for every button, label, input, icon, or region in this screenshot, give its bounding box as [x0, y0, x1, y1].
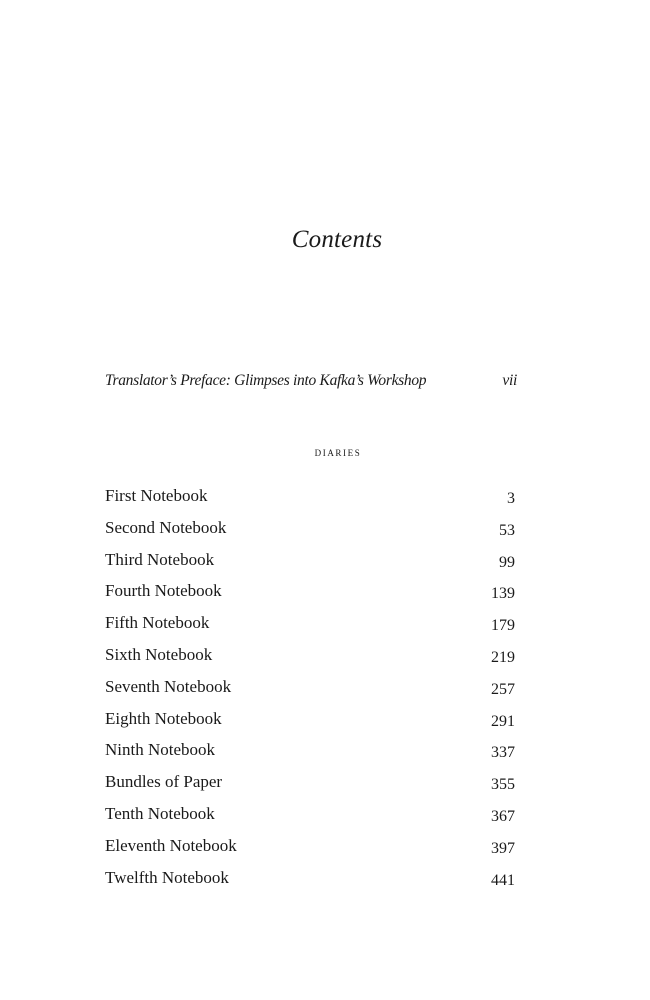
toc-entry-page: 139: [491, 585, 515, 603]
contents-title: [0, 226, 650, 254]
section-heading-diaries: [0, 444, 650, 460]
toc-entry-label: Seventh Notebook: [105, 676, 232, 696]
toc-entry-label: Twelfth Notebook: [105, 867, 229, 887]
toc-entry: [105, 836, 515, 868]
toc-entry-page: 99: [499, 553, 515, 571]
toc-entry-label: Fifth Notebook: [105, 613, 210, 633]
toc-entry-preface: [105, 372, 517, 390]
toc-entry: [105, 518, 515, 550]
toc-entry: [105, 550, 515, 582]
toc-entry: [105, 677, 515, 709]
toc-entry: [105, 709, 515, 741]
toc-entry: [105, 645, 515, 677]
toc-list: [105, 486, 515, 899]
toc-entry-page: 441: [491, 871, 515, 889]
toc-entry-page: 219: [491, 648, 515, 666]
toc-entry-page: 53: [499, 521, 515, 539]
contents-title-text: Contents: [291, 226, 383, 253]
toc-entry-label: Tenth Notebook: [105, 803, 215, 823]
toc-entry-label: Second Notebook: [105, 517, 227, 537]
toc-entry: [105, 486, 515, 518]
toc-entry-page: 337: [491, 744, 515, 762]
section-heading-text: diaries: [314, 444, 362, 459]
toc-entry-page: 355: [491, 776, 515, 794]
toc-entry-label: First Notebook: [105, 486, 208, 505]
toc-entry-label: Fourth Notebook: [105, 581, 222, 601]
toc-entry-label: Eighth Notebook: [105, 708, 222, 728]
toc-entry-page: vii: [502, 372, 517, 389]
toc-entry-label: Bundles of Paper: [105, 772, 223, 792]
toc-entry-label: Eleventh Notebook: [105, 835, 237, 855]
toc-entry-page: 179: [491, 617, 515, 635]
toc-entry: [105, 868, 515, 900]
toc-entry: [105, 772, 515, 804]
toc-entry: [105, 740, 515, 772]
toc-entry-page: 397: [491, 839, 515, 857]
toc-entry: [105, 613, 515, 645]
toc-entry-label: Translator’s Preface: Glimpses into Kafka’s Workshop: [105, 372, 427, 389]
toc-entry-page: 257: [491, 680, 515, 698]
toc-entry-page: 367: [491, 807, 515, 825]
toc-entry-label: Ninth Notebook: [105, 740, 216, 760]
toc-entry-page: 3: [507, 490, 515, 507]
toc-entry-label: Third Notebook: [105, 549, 215, 569]
toc-entry: [105, 804, 515, 836]
toc-entry: [105, 581, 515, 613]
toc-entry-page: 291: [491, 712, 515, 730]
toc-entry-label: Sixth Notebook: [105, 644, 213, 664]
